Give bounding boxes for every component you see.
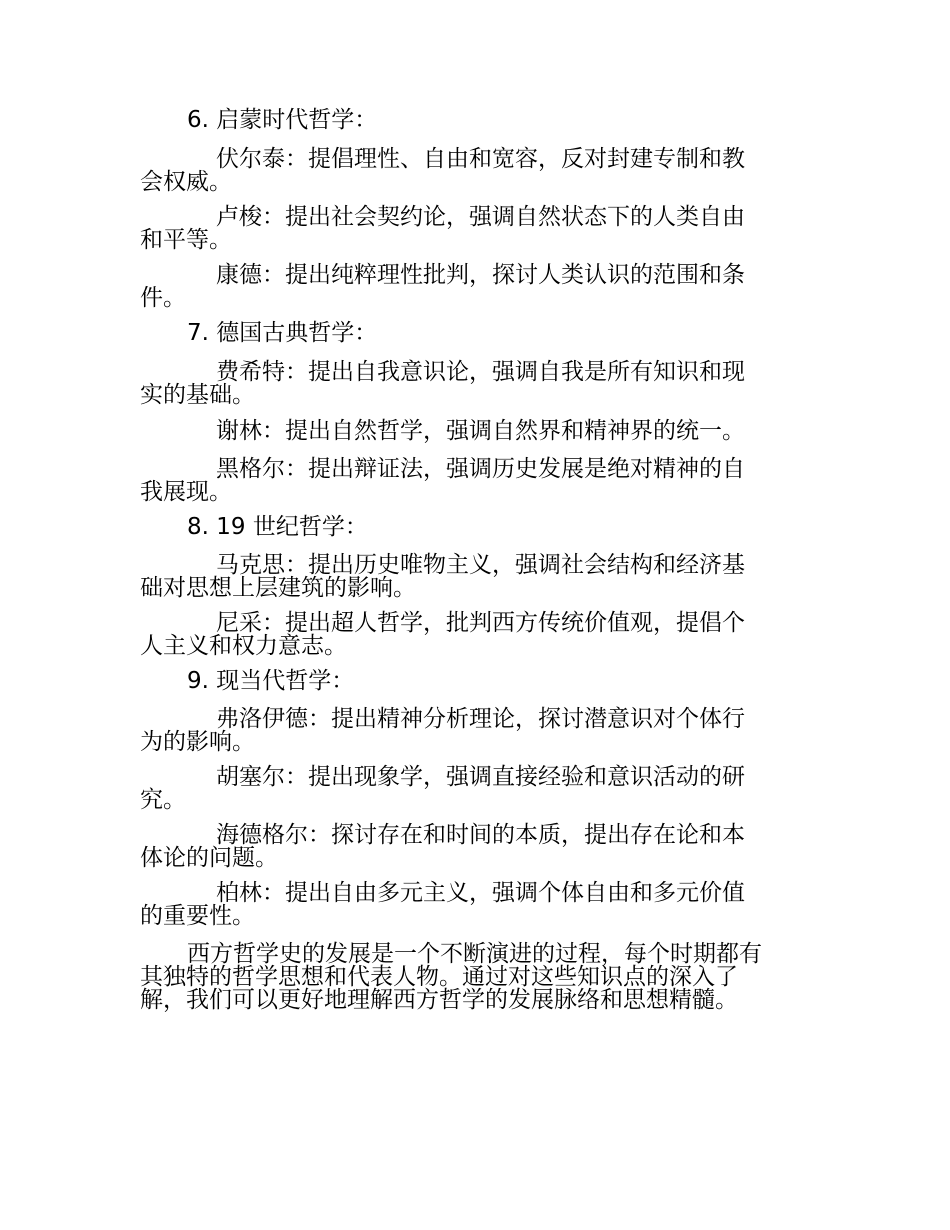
paragraph-line: 我展现。 [140,479,232,505]
paragraph-line: 黑格尔：提出辩证法，强调历史发展是绝对精神的自 [216,456,745,482]
paragraph-line: 弗洛伊德：提出精神分析理论，探讨潜意识对个体行 [216,706,745,732]
paragraph-line: 伏尔泰：提倡理性、自由和宽容，反对封建专制和教 [216,146,745,172]
paragraph-line: 和平等。 [140,227,232,253]
paragraph-line: 会权威。 [140,169,232,195]
paragraph-line: 胡塞尔：提出现象学，强调直接经验和意识活动的研 [216,764,745,790]
paragraph-line: 卢梭：提出社会契约论，强调自然状态下的人类自由 [216,204,745,230]
paragraph-line: 件。 [140,285,186,311]
paragraph-line: 康德：提出纯粹理性批判，探讨人类认识的范围和条 [216,262,745,288]
section-heading: 8. 19 世纪哲学： [187,514,368,540]
paragraph-line: 海德格尔：探讨存在和时间的本质，提出存在论和本 [216,822,745,848]
paragraph-line: 柏林：提出自由多元主义，强调个体自由和多元价值 [216,880,745,906]
paragraph-line: 实的基础。 [140,382,255,408]
section-heading: 6. 启蒙时代哲学： [187,107,378,133]
paragraph-line: 的重要性。 [140,903,255,929]
paragraph-line: 费希特：提出自我意识论，强调自我是所有知识和现 [216,359,745,385]
paragraph-line: 马克思：提出历史唯物主义，强调社会结构和经济基 [216,552,745,578]
summary-line: 西方哲学史的发展是一个不断演进的过程，每个时期都有 [187,941,762,967]
paragraph-line: 谢林：提出自然哲学，强调自然界和精神界的统一。 [216,418,745,444]
paragraph-line: 体论的问题。 [140,845,278,871]
paragraph-line: 究。 [140,787,186,813]
paragraph-line: 为的影响。 [140,729,255,755]
summary-line: 解，我们可以更好地理解西方哲学的发展脉络和思想精髓。 [140,987,738,1013]
summary-line: 其独特的哲学思想和代表人物。通过对这些知识点的深入了 [140,964,738,990]
paragraph-line: 尼采：提出超人哲学，批判西方传统价值观，提倡个 [216,610,745,636]
section-heading: 7. 德国古典哲学： [187,320,378,346]
section-heading: 9. 现当代哲学： [187,668,355,694]
paragraph-line: 础对思想上层建筑的影响。 [140,575,416,601]
paragraph-line: 人主义和权力意志。 [140,633,347,659]
